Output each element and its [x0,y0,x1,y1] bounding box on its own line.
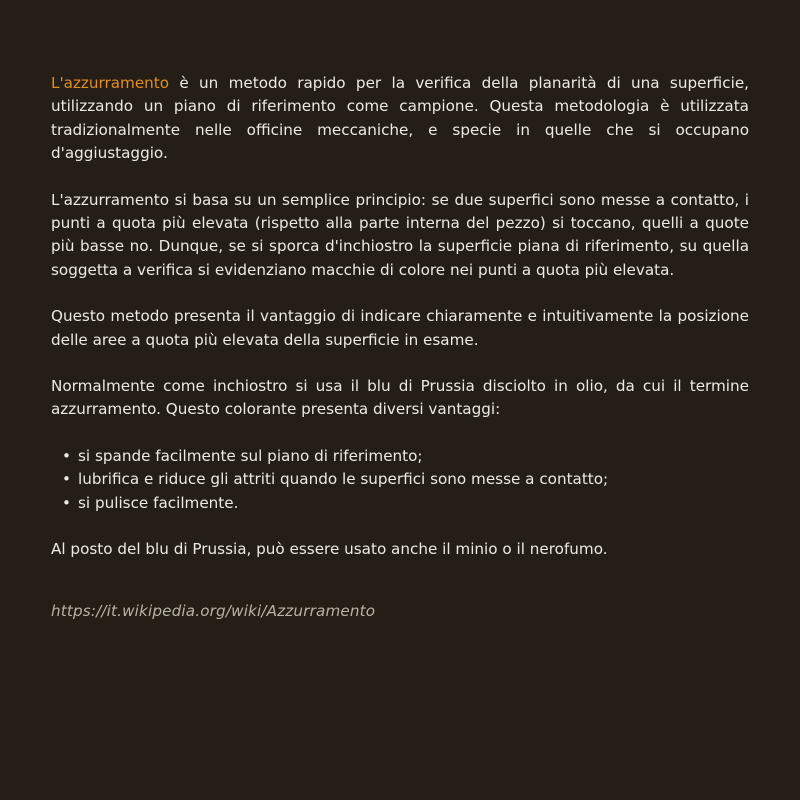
list-item-label: si pulisce facilmente. [78,493,239,512]
list-item-label: lubrifica e riduce gli attriti quando le superfici sono messe a contatto; [78,470,609,489]
source-url-link[interactable]: https://it.wikipedia.org/wiki/Azzurramento [51,601,376,620]
bullet-marker-icon: • [62,446,71,465]
paragraph-inchiostro: Normalmente come inchiostro si usa il blu di Prussia disciolto in olio, da cui il termine azzurramento. Questo colorante presenta diversi vantaggi: [51,377,749,419]
list-item-label: si spande facilmente sul piano di riferimento; [78,446,423,465]
list-item [62,468,749,491]
bullet-marker-icon: • [62,493,71,512]
article-body [51,72,749,623]
list-item [62,492,749,515]
paragraph-principio: L'azzurramento si basa su un semplice principio: se due superfici sono messe a contatto, i punti a quota più elevata (rispetto alla parte interna del pezzo) si toccano, quelli a quote più basse no. Dunque, se si sporca d'inchiostro la superficie piana di riferimento, su quella soggetta a verifica si evidenziano macchie di colore nei punti a quota più elevata. [51,190,749,279]
list-item [62,445,749,468]
bullet-marker-icon: • [62,470,71,489]
paragraph-intro-text: è un metodo rapido per la verifica della planarità di una superficie, utilizzando un piano di riferimento come campione. Questa metodologia è utilizzata tradizionalmente nelle officine meccaniche, e specie in quelle che si occupano d'aggiustaggio. [51,74,749,163]
paragraph-closing: Al posto del blu di Prussia, può essere usato anche il minio o il nerofumo. [51,540,608,559]
lead-term-azzurramento: L'azzurramento [51,74,170,92]
vantaggi-list [51,445,749,515]
paragraph-vantaggio: Questo metodo presenta il vantaggio di indicare chiaramente e intuitivamente la posizione delle aree a quota più elevata della superficie in esame. [51,307,749,349]
paragraph-intro [51,72,749,166]
